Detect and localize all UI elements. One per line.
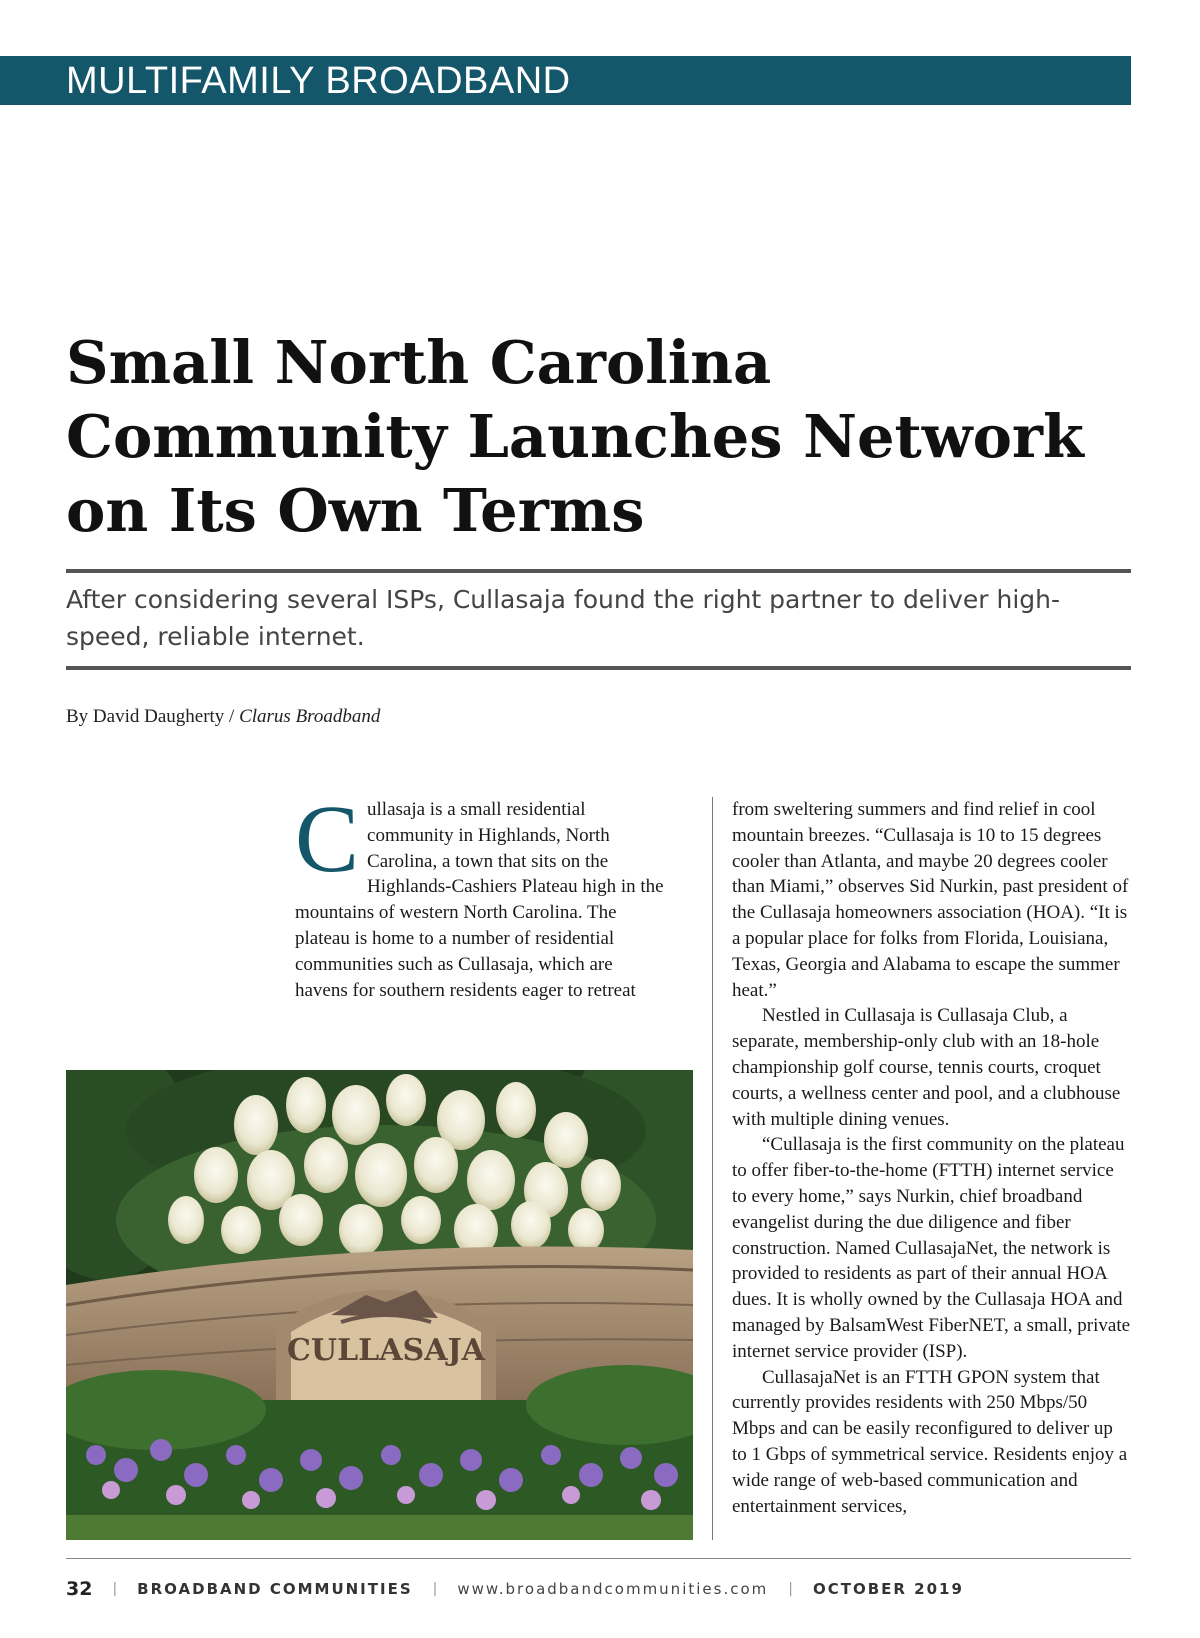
body-column-left [295,785,665,1003]
cullasaja-entrance-photo [66,1070,693,1540]
body-column-right [732,797,1132,1519]
byline [66,706,380,728]
body-text: ullasaja is a small residential community in Highlands, North Carolina, a town that sits on the Highlands-Cashiers Plateau high in the mountains of western North Carolina. The plateau is home to a number of residential communities such as Cullasaja, which are havens for southern residents eager to retreat [295,799,664,1001]
footer-separator: | [432,1581,438,1597]
body-paragraph: Nestled in Cullasaja is Cullasaja Club, a separate, membership-only club with an 18-hole championship golf course, tennis courts, croquet courts, a wellness center and pool, and a clubhouse with multiple dining venues. [732,1005,1121,1130]
issue-date: OCTOBER 2019 [812,1580,964,1598]
page-number: 32 [66,1578,93,1600]
magazine-url: www.broadbandcommunities.com [457,1580,769,1598]
body-paragraph: from sweltering summers and find relief in cool mountain breezes. “Cullasaja is 10 to 15 degrees cooler than Atlanta, and maybe 20 degrees cooler than Miami,” observes Sid Nurkin, past president of the Cullasaja homeowners association (HOA). “It is a popular place for folks from Florida, Louisiana, Texas, Georgia and Alabama to escape the summer heat.” [732,799,1129,1001]
section-label: MULTIFAMILY BROADBAND [66,60,571,102]
body-paragraph [295,785,665,1003]
body-paragraph: CullasajaNet is an FTTH GPON system that currently provides residents with 250 Mbps/50 Mbps and can be easily reconfigured to deliver up to 1 Gbps of symmetrical service. Residents enjoy a wide range of web-based communication and entertainment services, [732,1366,1128,1517]
footer-separator: | [788,1581,793,1597]
dek-bottom-rule [66,666,1131,670]
article-headline: Small North Carolina Community Launches Network on Its Own Terms [66,328,1084,545]
photo-illustration [66,1070,693,1540]
column-divider [712,797,713,1540]
footer-separator: | [112,1581,118,1597]
dek-top-rule [66,569,1131,573]
sign-text: CULLASAJA [287,1333,485,1368]
body-paragraph: “Cullasaja is the first community on the plateau to offer fiber-to-the-home (FTTH) internet service to every home,” says Nurkin, chief broadband evangelist during the due diligence and fiber construction. Named CullasajaNet, the network is provided to residents as part of their annual HOA dues. It is wholly owned by the Cullasaja HOA and managed by BalsamWest FiberNET, a small, private internet service provider (ISP). [732,1134,1131,1362]
byline-author: By David Daugherty / [66,706,235,727]
article-dek: After considering several ISPs, Cullasaja found the right partner to deliver high-speed, reliable internet. [66,585,1061,651]
footer-rule [66,1558,1131,1559]
drop-cap: C [295,785,360,892]
byline-organization: Clarus Broadband [239,706,381,727]
section-header-bar [0,56,1131,105]
page-footer [66,1574,964,1604]
magazine-name: BROADBAND COMMUNITIES [137,1580,413,1598]
